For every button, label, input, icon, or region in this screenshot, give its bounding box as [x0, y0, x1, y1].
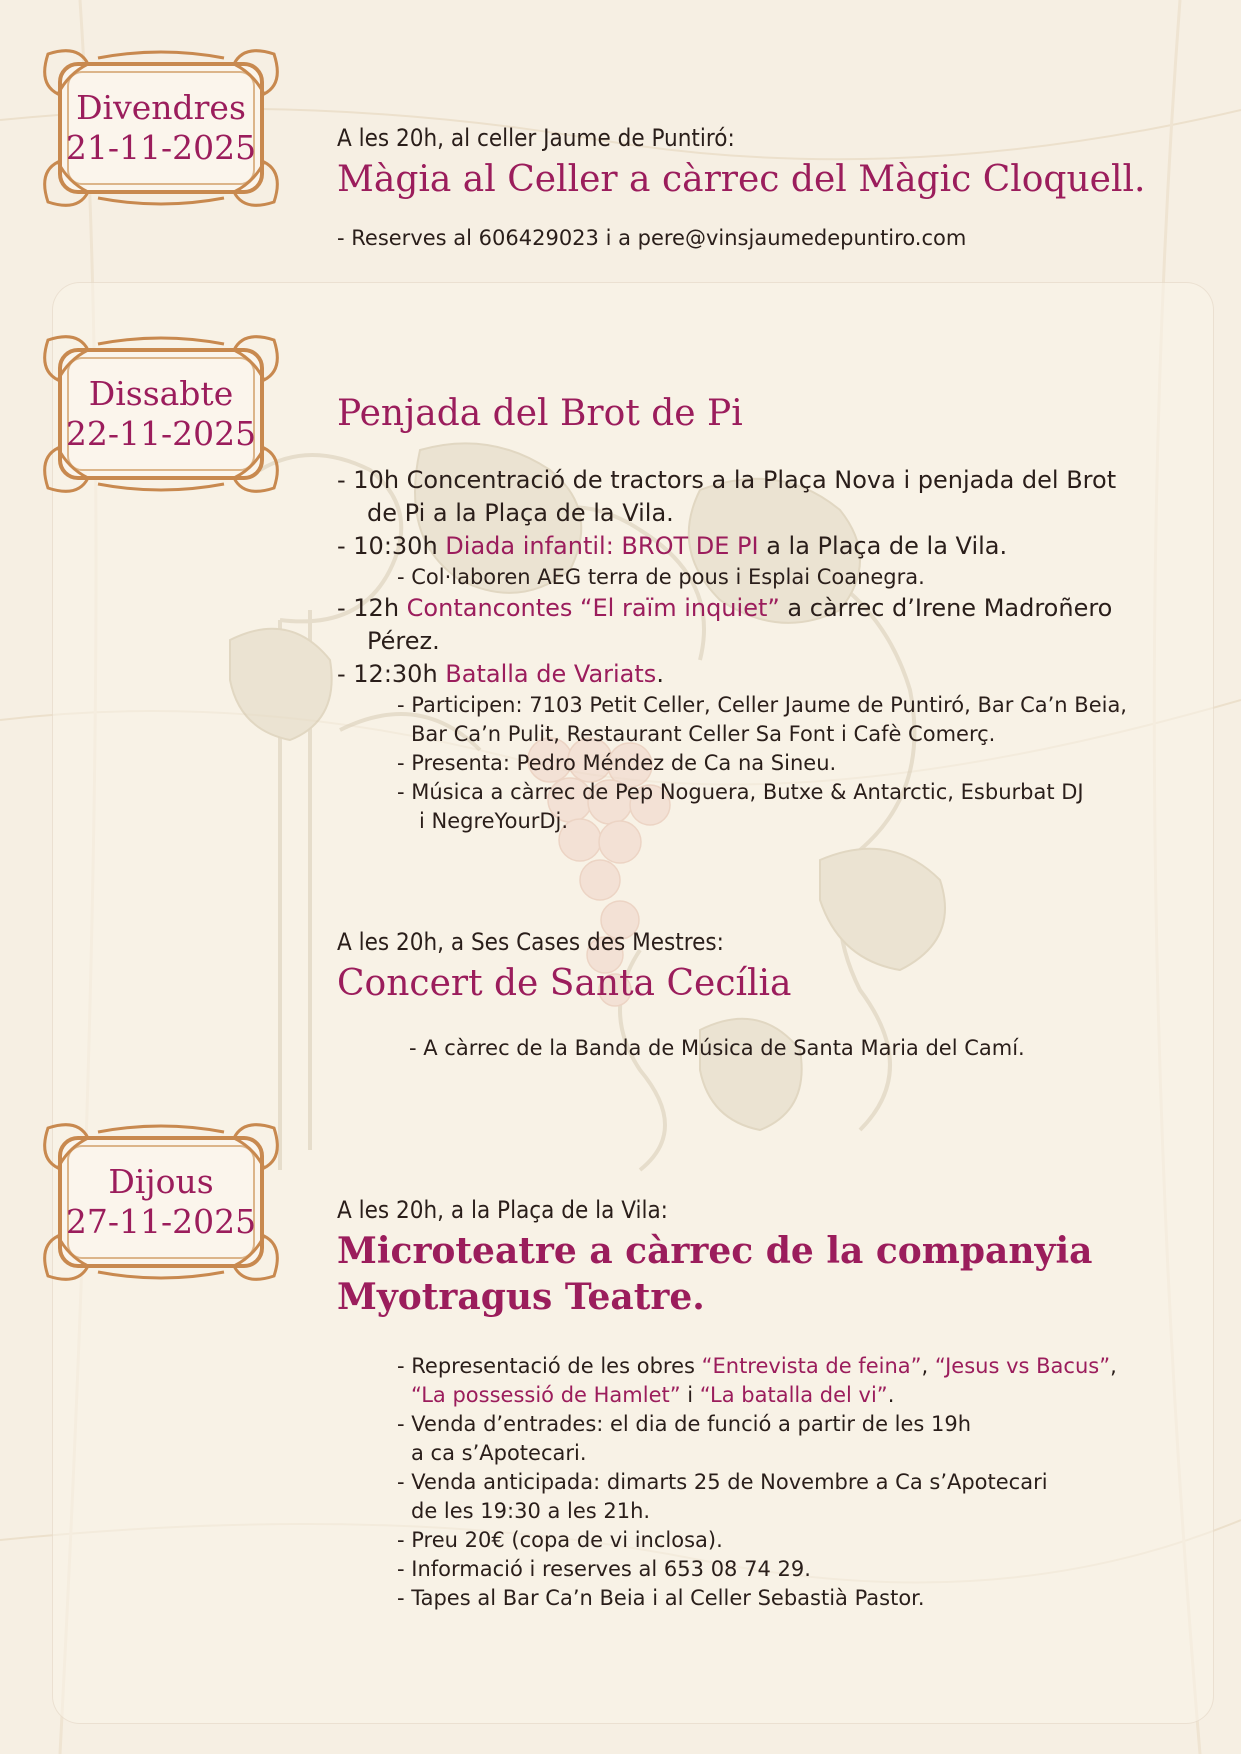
list-item: - Informació i reserves al 653 08 74 29.	[397, 1557, 811, 1581]
event-concert-santa-cecilia	[337, 928, 1025, 1060]
list-item: - Preu 20€ (copa de vi inclosa).	[397, 1528, 723, 1552]
list-item: - Venda d’entrades: el dia de funció a partir de les 19h a ca s’Apotecari.	[397, 1412, 972, 1465]
highlight-text: Contancontes “El raïm inquiet”	[406, 594, 780, 622]
play-title: “La batalla del vi”	[699, 1383, 888, 1407]
list-item: - Venda anticipada: dimarts 25 de Novembre a Ca s’Apotecari de les 19:30 a les 21h.	[397, 1470, 1048, 1523]
day-name: Dijous	[108, 1162, 214, 1201]
date-badge-divendres	[38, 44, 284, 212]
sub-item: - Presenta: Pedro Méndez de Ca na Sineu.	[397, 751, 837, 775]
sub-item: - Col·laboren AEG terra de pous i Esplai Coanegra.	[397, 565, 925, 589]
list-item: - 12h Contancontes “El raïm inquiet” a càrrec d’Irene Madroñero Pérez.	[337, 594, 1113, 655]
event-headline: Concert de Santa Cecília	[337, 963, 792, 1004]
event-note: - A càrrec de la Banda de Música de Santa Maria del Camí.	[409, 1036, 1025, 1060]
list-item: - 12:30h Batalla de Variats. - Participen: 7103 Petit Celler, Celler Jaume de Puntiró, Bar Ca’n Beia, Bar Ca’n Pulit, Restaurant Celler Sa Font i Cafè Comerç. - Presenta: Pedro Méndez de Ca na Sineu. - Música a càrrec de Pep Noguera, Butxe & Antarctic, Esburbat DJ i NegreYourDj.	[337, 658, 1177, 836]
day-name: Divendres	[76, 88, 246, 127]
event-note: - Reserves al 606429023 i a pere@vinsjaumedepuntiro.com	[337, 226, 967, 250]
list-item: - Tapes al Bar Ca’n Beia i al Celler Sebastià Pastor.	[397, 1586, 925, 1610]
play-title: “Jesus vs Bacus”	[934, 1354, 1111, 1378]
event-intro: A les 20h, al celler Jaume de Puntiró:	[337, 124, 735, 152]
play-title: “Entrevista de feina”	[701, 1354, 922, 1378]
schedule-list	[337, 464, 1177, 836]
details-list	[337, 1352, 1187, 1613]
sub-item: - Música a càrrec de Pep Noguera, Butxe & Antarctic, Esburbat DJ i NegreYourDj.	[397, 780, 1084, 833]
event-intro: A les 20h, a la Plaça de la Vila:	[337, 1196, 668, 1224]
date-badge-dissabte	[38, 330, 284, 498]
event-magia-celler	[337, 124, 1145, 250]
event-headline: Microteatre a càrrec de la companyia Myotragus Teatre.	[337, 1230, 1093, 1318]
list-item: - 10:30h Diada infantil: BROT DE PI a la Plaça de la Vila. - Col·laboren AEG terra de pous i Esplai Coanegra.	[337, 530, 1177, 592]
list-item: - Representació de les obres “Entrevista de feina”, “Jesus vs Bacus”, “La possessió de Hamlet” i “La batalla del vi”.	[397, 1354, 1117, 1407]
highlight-text: Diada infantil: BROT DE PI	[445, 532, 759, 560]
day-date: 22-11-2025	[65, 414, 257, 453]
event-intro: A les 20h, a Ses Cases des Mestres:	[337, 928, 724, 956]
date-badge-dijous	[38, 1118, 284, 1286]
event-headline: Penjada del Brot de Pi	[337, 393, 743, 434]
day-date: 27-11-2025	[65, 1202, 257, 1241]
play-title: “La possessió de Hamlet”	[411, 1383, 681, 1407]
sub-item: - Participen: 7103 Petit Celler, Celler Jaume de Puntiró, Bar Ca’n Beia, Bar Ca’n Pulit, Restaurant Celler Sa Font i Cafè Comerç.	[397, 693, 1127, 746]
event-headline: Màgia al Celler a càrrec del Màgic Cloquell.	[337, 159, 1146, 200]
highlight-text: Batalla de Variats	[445, 660, 657, 688]
event-microteatre	[337, 1196, 1187, 1613]
list-item: - 10h Concentració de tractors a la Plaça Nova i penjada del Brot de Pi a la Plaça de la Vila.	[337, 466, 1117, 527]
day-name: Dissabte	[88, 374, 234, 413]
day-date: 21-11-2025	[65, 128, 257, 167]
event-brot-de-pi	[337, 392, 1177, 836]
